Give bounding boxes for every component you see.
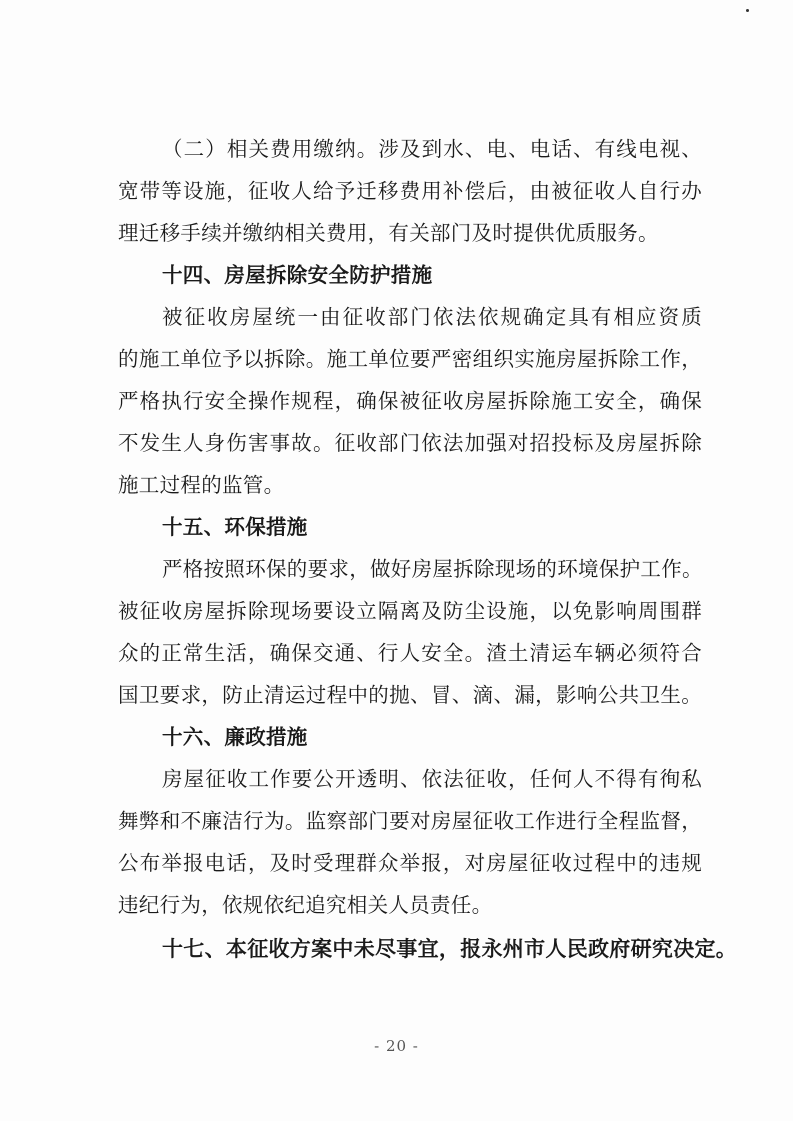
paragraph-line: 房屋征收工作要公开透明、依法征收，任何人不得有徇私 (162, 767, 702, 791)
section-heading-15: 十五、环保措施 (162, 515, 308, 539)
section-heading-14: 十四、房屋拆除安全防护措施 (162, 263, 433, 287)
paragraph-line: 的施工单位予以拆除。施工单位要严密组织实施房屋拆除工作， (118, 347, 702, 371)
document-body (118, 128, 738, 970)
paragraph-line: 公布举报电话，及时受理群众举报，对房屋征收过程中的违规 (118, 851, 702, 875)
paragraph-line: （二）相关费用缴纳。涉及到水、电、电话、有线电视、 (162, 137, 702, 161)
paragraph-line: 被征收房屋拆除现场要设立隔离及防尘设施，以免影响周围群 (118, 599, 702, 623)
paragraph-line: 被征收房屋统一由征收部门依法依规确定具有相应资质 (162, 305, 702, 329)
paragraph-line: 严格执行安全操作规程，确保被征收房屋拆除施工安全，确保 (118, 389, 702, 413)
scan-mark (746, 9, 749, 12)
paragraph-line: 严格按照环保的要求，做好房屋拆除现场的环境保护工作。 (162, 557, 703, 581)
section-heading-16: 十六、廉政措施 (162, 725, 308, 749)
paragraph-line: 施工过程的监管。 (118, 473, 285, 497)
section-17-statement: 十七、本征收方案中未尽事宜，报永州市人民政府研究决定。 (162, 937, 738, 961)
page-number: - 20 - (374, 1037, 419, 1055)
paragraph-line: 理迁移手续并缴纳相关费用，有关部门及时提供优质服务。 (118, 221, 659, 245)
paragraph-line: 宽带等设施，征收人给予迁移费用补偿后，由被征收人自行办 (118, 179, 702, 203)
paragraph-line: 众的正常生活，确保交通、行人安全。渣土清运车辆必须符合 (118, 641, 702, 665)
paragraph-line: 不发生人身伤害事故。征收部门依法加强对招投标及房屋拆除 (118, 431, 702, 455)
paragraph-line: 舞弊和不廉洁行为。监察部门要对房屋征收工作进行全程监督， (118, 809, 702, 833)
paragraph-line: 国卫要求，防止清运过程中的抛、冒、滴、漏，影响公共卫生。 (118, 683, 702, 707)
paragraph-line: 违纪行为，依规依纪追究相关人员责任。 (118, 893, 493, 917)
